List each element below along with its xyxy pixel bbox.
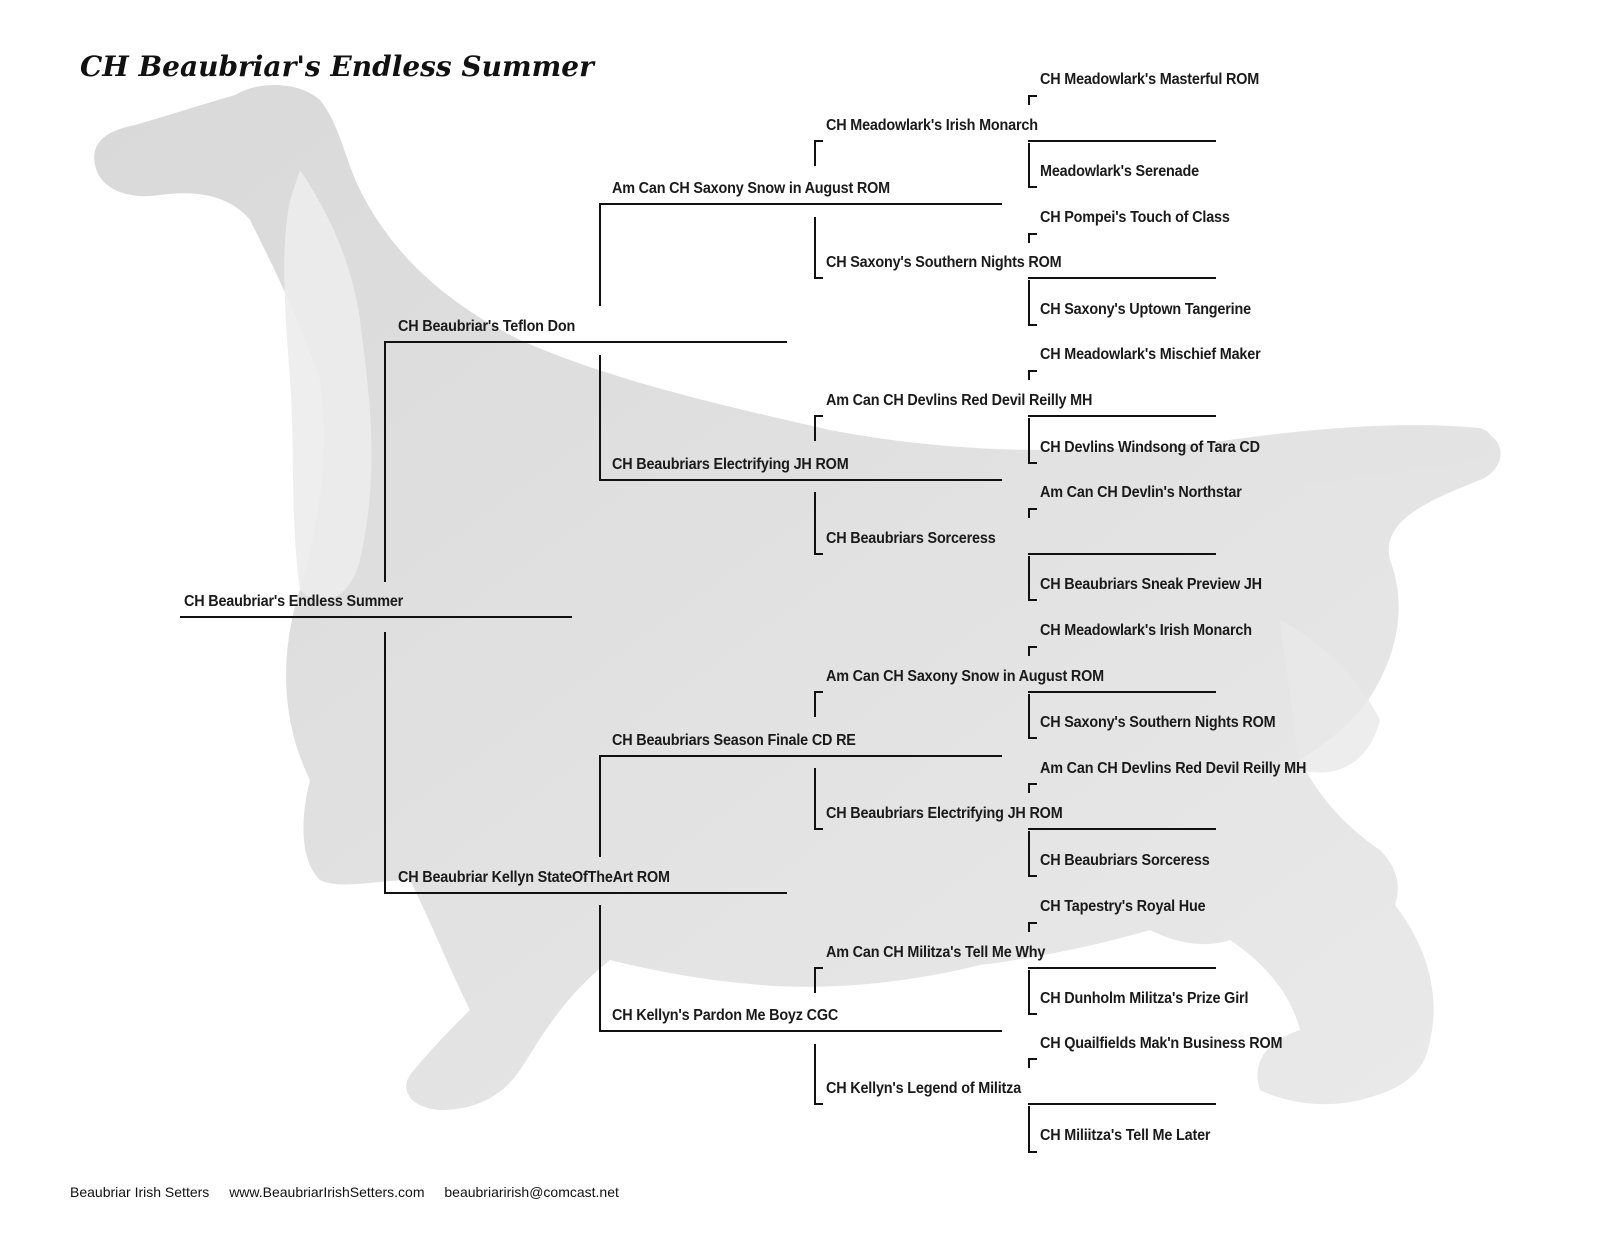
page-title: CH Beaubriar's Endless Summer [80, 50, 594, 83]
gen3-name: CH Beaubriars Sorceress [826, 530, 996, 547]
gen4-name: CH Pompei's Touch of Class [1040, 209, 1230, 226]
gen2-name: CH Beaubriars Electrifying JH ROM [612, 456, 849, 473]
dam-name: CH Beaubriar Kellyn StateOfTheArt ROM [398, 869, 670, 886]
footer [70, 1184, 635, 1200]
gen4-name: CH Saxony's Uptown Tangerine [1040, 301, 1251, 318]
gen2-name: CH Beaubriars Season Finale CD RE [612, 732, 856, 749]
gen4-name: CH Beaubriars Sneak Preview JH [1040, 576, 1262, 593]
gen3-name: Am Can CH Saxony Snow in August ROM [826, 668, 1104, 685]
gen3-name: Am Can CH Devlins Red Devil Reilly MH [826, 392, 1093, 409]
sire-name: CH Beaubriar's Teflon Don [398, 318, 576, 335]
gen4-name: Meadowlark's Serenade [1040, 163, 1199, 180]
gen4-name: CH Quailfields Mak'n Business ROM [1040, 1035, 1283, 1052]
gen4-name: CH Meadowlark's Irish Monarch [1040, 622, 1252, 639]
gen2-name: Am Can CH Saxony Snow in August ROM [612, 180, 890, 197]
gen4-name: Am Can CH Devlins Red Devil Reilly MH [1040, 760, 1307, 777]
gen4-name: CH Miliitza's Tell Me Later [1040, 1127, 1211, 1144]
gen4-name: CH Tapestry's Royal Hue [1040, 898, 1206, 915]
gen4-name: CH Saxony's Southern Nights ROM [1040, 714, 1276, 731]
gen4-name: Am Can CH Devlin's Northstar [1040, 484, 1242, 501]
gen3-name: CH Saxony's Southern Nights ROM [826, 254, 1062, 271]
gen4-name: CH Meadowlark's Masterful ROM [1040, 71, 1260, 88]
gen3-name: CH Beaubriars Electrifying JH ROM [826, 805, 1063, 822]
gen3-name: CH Meadowlark's Irish Monarch [826, 117, 1038, 134]
footer-kennel: Beaubriar Irish Setters [70, 1184, 210, 1200]
gen4-name: CH Dunholm Militza's Prize Girl [1040, 990, 1249, 1007]
gen3-name: CH Kellyn's Legend of Militza [826, 1080, 1022, 1097]
gen4-name: CH Meadowlark's Mischief Maker [1040, 346, 1261, 363]
gen3-name: Am Can CH Militza's Tell Me Why [826, 944, 1046, 961]
footer-email-link[interactable]: beaubriarirish@comcast.net [444, 1184, 619, 1200]
gen2-name: CH Kellyn's Pardon Me Boyz CGC [612, 1007, 839, 1024]
footer-website-link[interactable]: www.BeaubriarIrishSetters.com [229, 1184, 425, 1200]
gen4-name: CH Devlins Windsong of Tara CD [1040, 439, 1260, 456]
gen4-name: CH Beaubriars Sorceress [1040, 852, 1210, 869]
subject-name: CH Beaubriar's Endless Summer [184, 593, 404, 610]
